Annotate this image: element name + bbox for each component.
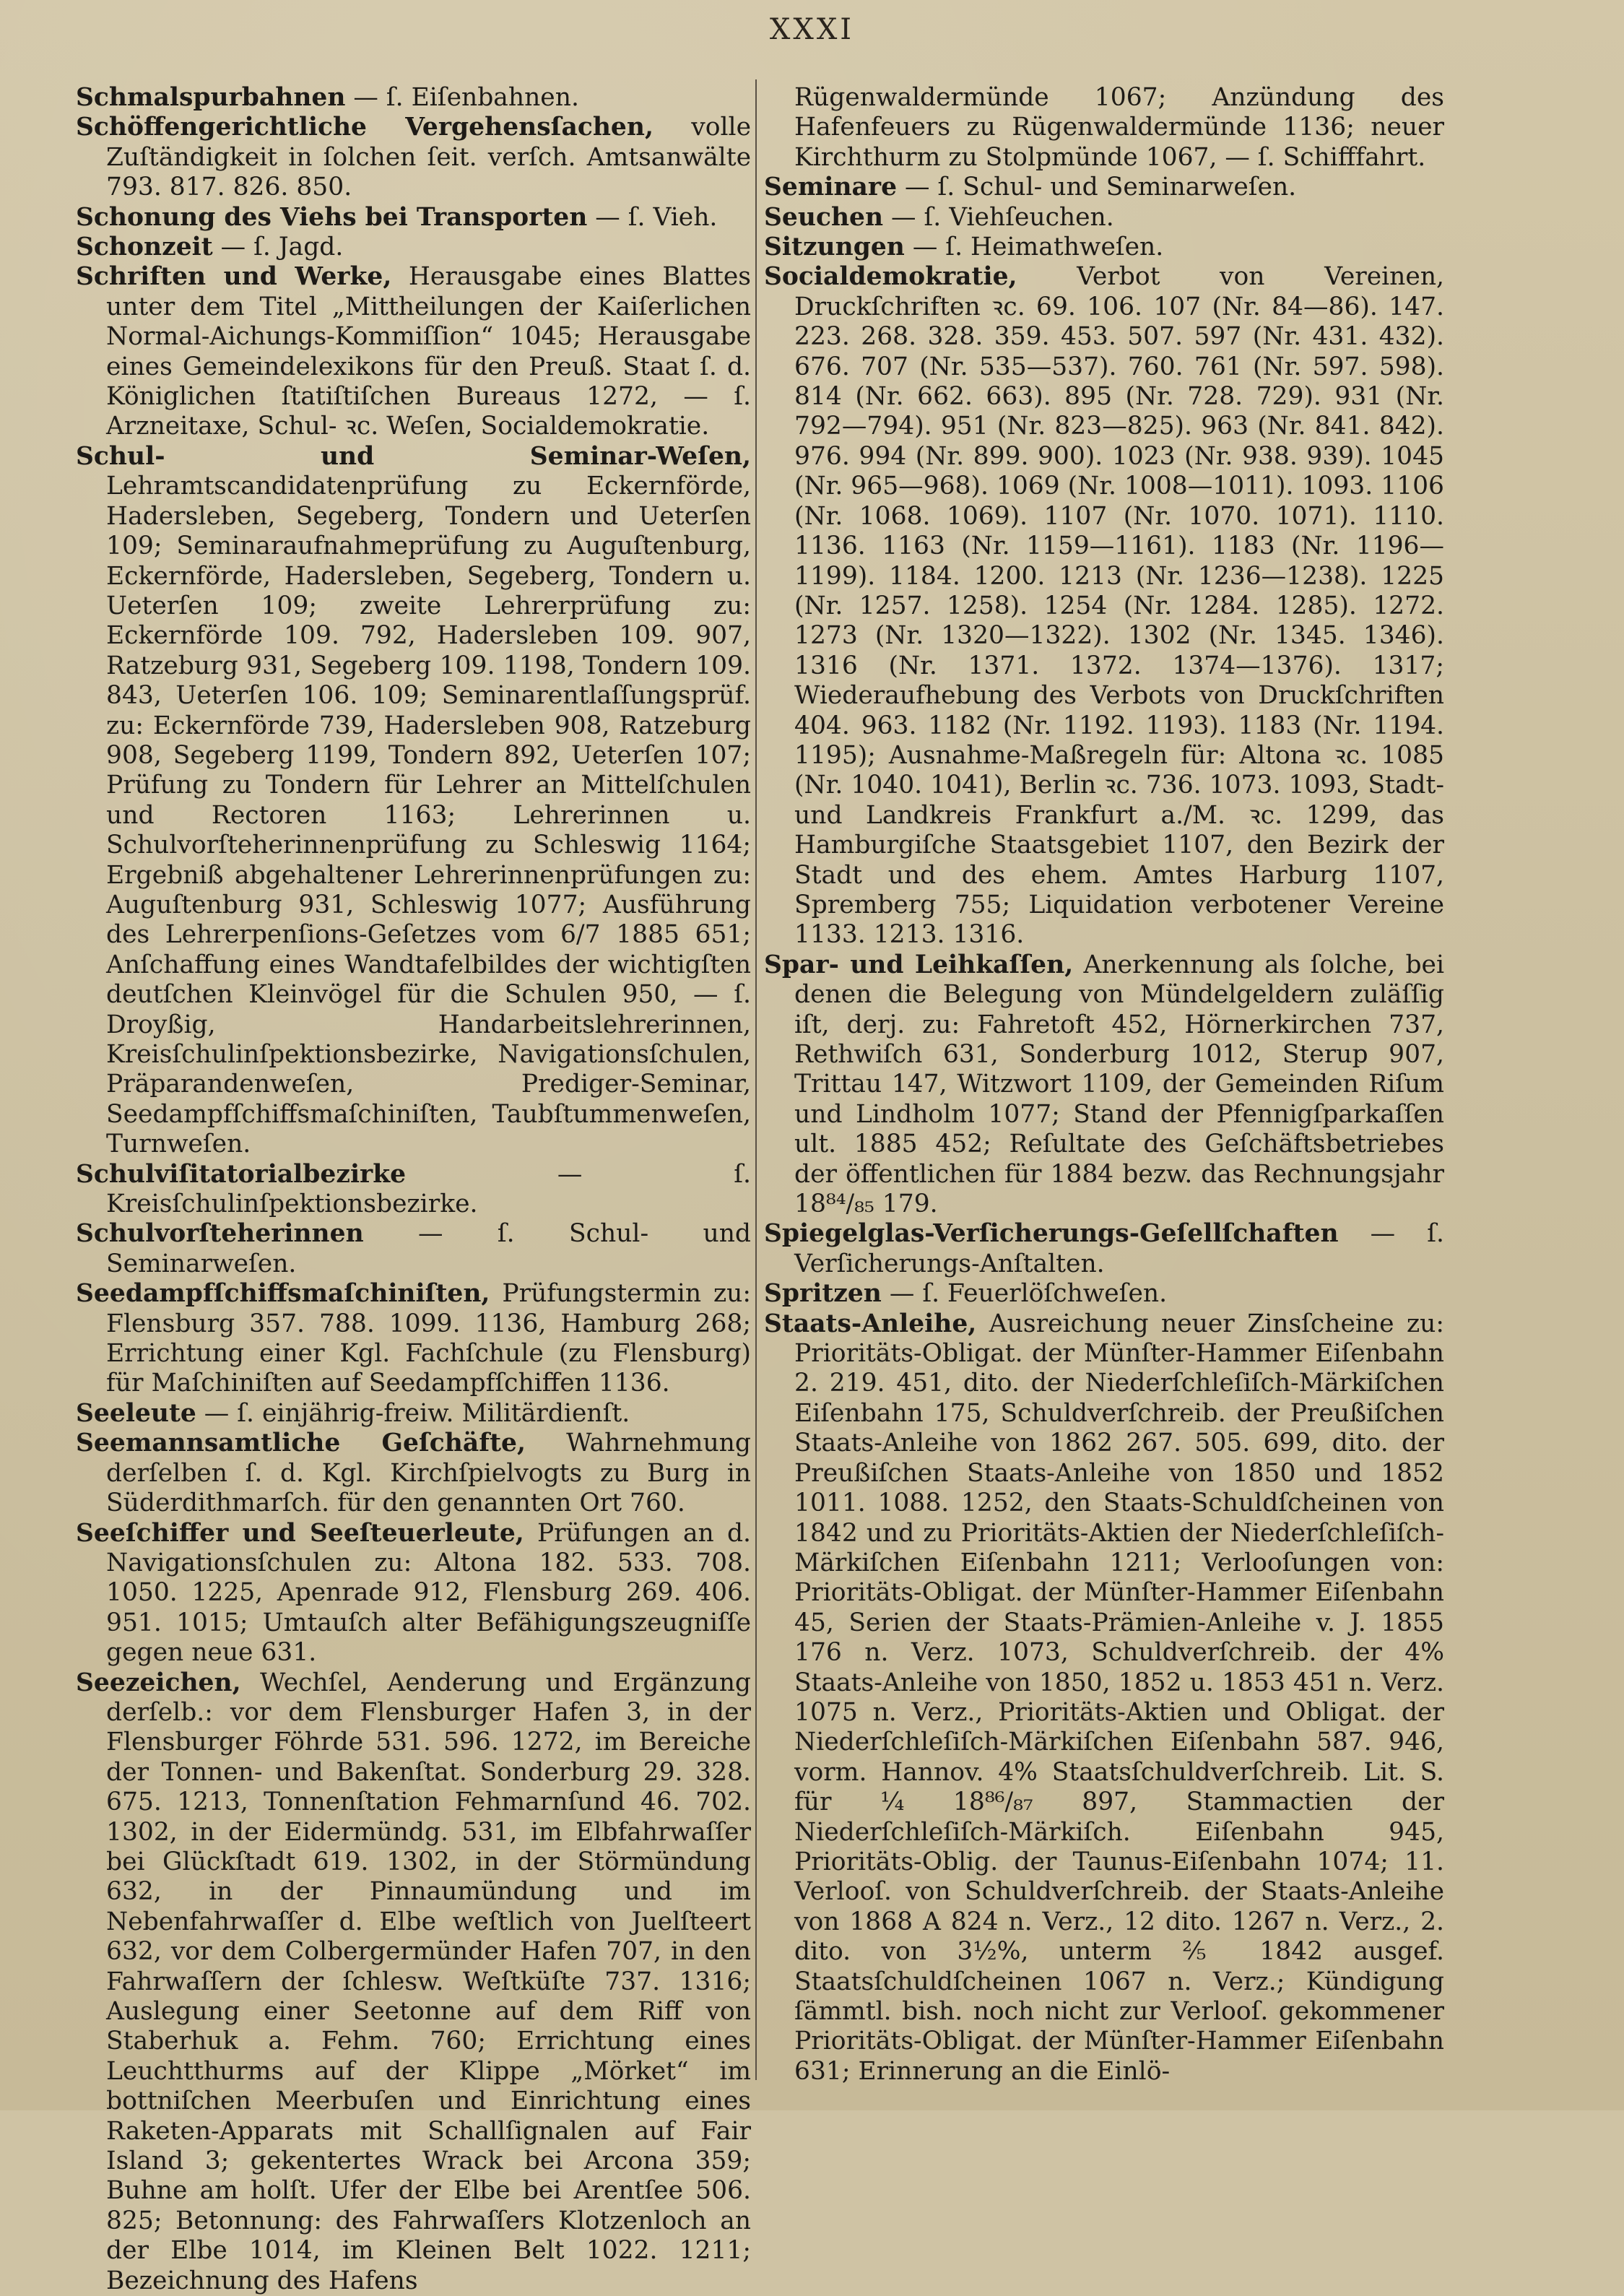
- index-entry: [76, 1429, 751, 1518]
- entry-keyword: Schulvorſteherinnen: [76, 1219, 364, 1249]
- index-entry: [76, 1160, 751, 1220]
- entry-keyword: Schonung des Viehs bei Transporten: [76, 202, 588, 232]
- right-column: [764, 83, 1444, 2087]
- entry-text: — ſ. Feuerlöſchweſen.: [881, 1279, 1168, 1309]
- entry-keyword: Spar- und Leihkaſſen,: [764, 950, 1074, 979]
- entry-text: — ſ. Eiſenbahnen.: [345, 83, 579, 112]
- index-entry: [76, 1399, 751, 1429]
- index-entry: [76, 1668, 751, 2296]
- index-entry: [76, 203, 751, 233]
- index-entry: [764, 233, 1444, 262]
- entry-text: Ausreichung neuer Zinsſcheine zu: Prioritäts-Obligat. der Münſter-Hammer Eiſenbahn 2. 219. 451, dito. der Niederſchleſiſch-Märkiſchen Eiſenbahn 175, Schuldverſchreib. der Preußiſchen Staats-Anleihe von 1862 267. 505. 699, dito. der Preußiſchen Staats-Anleihe von 1850 und 1852 1011. 1088. 1252, den Staats-Schuldſcheinen von 1842 und zu Prioritäts-Aktien der Niederſchleſiſch-Märkiſchen Eiſenbahn 1211; Verlooſungen von: Prioritäts-Obligat. der Münſter-Hammer Eiſenbahn 45, Serien der Staats-Prämien-Anleihe v. J. 1855 176 n. Verz. 1073, Schuldverſchreib. der 4% Staats-Anleihe von 1850, 1852 u. 1853 451 n. Verz. 1075 n. Verz., Prioritäts-Aktien und Obligat. der Niederſchleſiſch-Märkiſchen Eiſenbahn 587. 946, vorm. Hannov. 4% Staatsſchuldverſchreib. Lit. S. für ¼ 18⁸⁶/₈₇ 897, Stammactien der Niederſchleſiſch-Märkiſch. Eiſenbahn 945, Prioritäts-Oblig. der Taunus-Eiſenbahn 1074; 11. Verlooſ. von Schuldverſchreib. der Staats-Anleihe von 1868 A 824 n. Verz., 12 dito. 1267 n. Verz., 2. dito. von 3½%, unterm ⅖ 1842 ausgef. Staatsſchuldſcheinen 1067 n. Verz.; Kündigung ſämmtl. bish. noch nicht zur Verlooſ. gekommener Prioritäts-Obligat. der Münſter-Hammer Eiſenbahn 631; Erinnerung an die Einlö-: [794, 1309, 1444, 2086]
- entry-keyword: Schmalspurbahnen: [76, 83, 346, 112]
- index-entry: [76, 1279, 751, 1399]
- entry-keyword: Seedampfſchiffsmaſchiniſten,: [76, 1279, 490, 1309]
- entry-keyword: Schonzeit: [76, 233, 213, 262]
- entry-text: — ſ. Schul- und Seminarweſen.: [897, 173, 1297, 202]
- entry-text: — ſ. Viehſeuchen.: [883, 202, 1114, 232]
- index-entry: [764, 1279, 1444, 1309]
- entry-text: Herausgabe eines Blattes unter dem Titel „Mittheilungen der Kaiſerlichen Normal-Aichungs-Kommiſſion“ 1045; Herausgabe eines Gemeindelexikons für den Preuß. Staat ſ. d. Königlichen ſtatiſtiſchen Bureaus 1272, — ſ. Arzneitaxe, Schul- ꝛc. Weſen, Socialdemokratie.: [106, 262, 751, 441]
- entry-keyword: Seezeichen,: [76, 1668, 241, 1697]
- entry-text: — ſ. Schul- und Seminarweſen.: [106, 1219, 751, 1278]
- entry-text: Lehramtscandidatenprüfung zu Eckernförde, Hadersleben, Segeberg, Tondern und Ueterſen 109; Seminaraufnahmeprüfung zu Auguſtenburg, Eckernförde, Hadersleben, Segeberg, Tondern u. Ueterſen 109; zweite Lehrerprüfung zu: Eckernförde 109. 792, Hadersleben 109. 907, Ratzeburg 931, Segeberg 109. 1198, Tondern 109. 843, Ueterſen 106. 109; Seminarentlaſſungsprüf. zu: Eckernförde 739, Hadersleben 908, Ratzeburg 908, Segeberg 1199, Tondern 892, Ueterſen 107; Prüfung zu Tondern für Lehrer an Mittelſchulen und Rectoren 1163; Lehrerinnen u. Schulvorſteherinnenprüfung zu Schleswig 1164; Ergebniß abgehaltener Lehrerinnenprüfungen zu: Auguſtenburg 931, Schleswig 1077; Ausführung des Lehrerpenſions-Geſetzes vom 6/7 1885 651; Anſchaffung eines Wandtafelbildes der wichtigſten deutſchen Kleinvögel für die Schulen 950, — ſ. Droyßig, Handarbeitslehrerinnen, Kreisſchulinſpektionsbezirke, Navigationsſchulen, Präparandenweſen, Prediger-Seminar, Seedampfſchiffsmaſchiniſten, Taubſtummenweſen, Turnweſen.: [106, 472, 751, 1159]
- index-entry: [764, 173, 1444, 202]
- index-entry: [764, 1219, 1444, 1279]
- entry-text: — ſ. Verſicherungs-Anſtalten.: [794, 1219, 1444, 1278]
- column-divider: [755, 79, 757, 2080]
- entry-text: — ſ. Heimathweſen.: [904, 233, 1164, 262]
- entry-keyword: Schulviſitatorialbezirke: [76, 1159, 407, 1189]
- entry-keyword: Schriften und Werke,: [76, 262, 392, 292]
- index-entry: [76, 113, 751, 202]
- index-entry: [764, 1309, 1444, 2087]
- entry-keyword: Spritzen: [764, 1279, 882, 1309]
- index-entry: [764, 203, 1444, 233]
- entry-keyword: Staats-Anleihe,: [764, 1309, 977, 1338]
- entry-text: Wahrnehmung derſelben ſ. d. Kgl. Kirchſpielvogts zu Burg in Süderdithmarſch. für den genannten Ort 760.: [106, 1429, 751, 1518]
- entry-text: Rügenwaldermünde 1067; Anzündung des Hafenfeuers zu Rügenwaldermünde 1136; neuer Kirchthurm zu Stolpmünde 1067, — ſ. Schifffahrt.: [794, 83, 1444, 172]
- entry-text: Anerkennung als ſolche, bei denen die Belegung von Mündelgeldern zuläſſig iſt, derj. zu: Fahretoft 452, Hörnerkirchen 737, Rethwiſch 631, Sonderburg 1012, Sterup 907, Trittau 147, Witzwort 1109, der Gemeinden Riſum und Lindholm 1077; Stand der Pfennigſparkaſſen ult. 1885 452; Reſultate des Geſchäftsbetriebes der öffentlichen für 1884 bezw. das Rechnungsjahr 18⁸⁴/₈₅ 179.: [794, 950, 1444, 1219]
- index-entry: [76, 233, 751, 262]
- entry-text: — ſ. Kreisſchulinſpektionsbezirke.: [106, 1159, 751, 1219]
- index-entry: [76, 442, 751, 1160]
- left-column: [76, 83, 751, 2296]
- entry-keyword: Seemannsamtliche Geſchäfte,: [76, 1429, 526, 1458]
- entry-keyword: Seeleute: [76, 1398, 196, 1428]
- entry-keyword: Seuchen: [764, 202, 884, 232]
- entry-keyword: Sitzungen: [764, 233, 905, 262]
- entry-text: Prüfungen an d. Navigationsſchulen zu: Altona 182. 533. 708. 1050. 1225, Apenrade 912, Flensburg 269. 406. 951. 1015; Umtauſch alter Befähigungszeugniſſe gegen neue 631.: [106, 1518, 751, 1668]
- entry-keyword: Socialdemokratie,: [764, 262, 1017, 292]
- entry-keyword: Seeſchiffer und Seeſteuerleute,: [76, 1518, 524, 1548]
- index-entry: [764, 262, 1444, 950]
- index-entry-continued: [764, 83, 1444, 173]
- entry-text: Wechſel, Aenderung und Ergänzung derſelb.: vor dem Flensburger Hafen 3, in der Flensburger Föhrde 531. 596. 1272, im Bereiche der Tonnen- und Bakenſtat. Sonderburg 29. 328. 675. 1213, Tonnenſtation Fehmarnſund 46. 702. 1302, in der Eidermündg. 531, im Elbfahrwaſſer bei Glückſtadt 619. 1302, in der Störmündung 632, in der Pinnaumündung und im Nebenfahrwaſſer d. Elbe weſtlich von Juelſteert 632, vor dem Colbergermünder Hafen 707, in den Fahrwaſſern der ſchlesw. Weſtküſte 737. 1316; Auslegung einer Seetonne auf dem Riff von Staberhuk a. Fehm. 760; Errichtung eines Leuchtthurms auf der Klippe „Mörket“ im bottniſchen Meerbuſen und Einrichtung eines Raketen-Apparats mit Schallſignalen auf Fair Island 3; gekentertes Wrack bei Arcona 359; Buhne am holſt. Ufer der Elbe bei Arentſee 506. 825; Betonnung: des Fahrwaſſers Klotzenloch an der Elbe 1014, im Kleinen Belt 1022. 1211; Bezeichnung des Hafens: [106, 1668, 751, 2295]
- entry-text: volle Zuſtändigkeit in ſolchen ſeit. verſch. Amtsanwälte 793. 817. 826. 850.: [106, 113, 751, 202]
- entry-text: — ſ. einjährig-freiw. Militärdienſt.: [196, 1398, 630, 1428]
- index-entry: [76, 83, 751, 113]
- page-number: XXXI: [769, 13, 855, 46]
- entry-keyword: Spiegelglas-Verſicherungs-Geſellſchaften: [764, 1219, 1339, 1249]
- index-entry: [76, 1519, 751, 1668]
- index-entry: [76, 1219, 751, 1279]
- entry-text: — ſ. Vieh.: [587, 202, 718, 232]
- entry-keyword: Schul- und Seminar-Weſen,: [76, 441, 751, 471]
- entry-text: Prüfungstermin zu: Flensburg 357. 788. 1099. 1136, Hamburg 268; Errichtung einer Kgl. Fachſchule (zu Flensburg) für Maſchiniſten auf Seedampfſchiffen 1136.: [106, 1279, 751, 1398]
- entry-keyword: Seminare: [764, 173, 898, 202]
- entry-text: — ſ. Jagd.: [212, 233, 344, 262]
- index-entry: [764, 950, 1444, 1220]
- entry-text: Verbot von Vereinen, Druckſchriften ꝛc. 69. 106. 107 (Nr. 84—86). 147. 223. 268. 328. 359. 453. 507. 597 (Nr. 431. 432). 676. 707 (Nr. 535—537). 760. 761 (Nr. 597. 598). 814 (Nr. 662. 663). 895 (Nr. 728. 729). 931 (Nr. 792—794). 951 (Nr. 823—825). 963 (Nr. 841. 842). 976. 994 (Nr. 899. 900). 1023 (Nr. 938. 939). 1045 (Nr. 965—968). 1069 (Nr. 1008—1011). 1093. 1106 (Nr. 1068. 1069). 1107 (Nr. 1070. 1071). 1110. 1136. 1163 (Nr. 1159—1161). 1183 (Nr. 1196—1199). 1184. 1200. 1213 (Nr. 1236—1238). 1225 (Nr. 1257. 1258). 1254 (Nr. 1284. 1285). 1272. 1273 (Nr. 1320—1322). 1302 (Nr. 1345. 1346). 1316 (Nr. 1371. 1372. 1374—1376). 1317; Wiederaufhebung des Verbots von Druckſchriften 404. 963. 1182 (Nr. 1192. 1193). 1183 (Nr. 1194. 1195); Ausnahme-Maßregeln für: Altona ꝛc. 1085 (Nr. 1040. 1041), Berlin ꝛc. 736. 1073. 1093, Stadt- und Landkreis Frankfurt a./M. ꝛc. 1299, das Hamburgiſche Staatsgebiet 1107, den Bezirk der Stadt und des ehem. Amtes Harburg 1107, Spremberg 755; Liquidation verbotener Vereine 1133. 1213. 1316.: [794, 262, 1444, 950]
- entry-keyword: Schöffengerichtliche Vergehensſachen,: [76, 113, 653, 142]
- index-entry: [76, 262, 751, 441]
